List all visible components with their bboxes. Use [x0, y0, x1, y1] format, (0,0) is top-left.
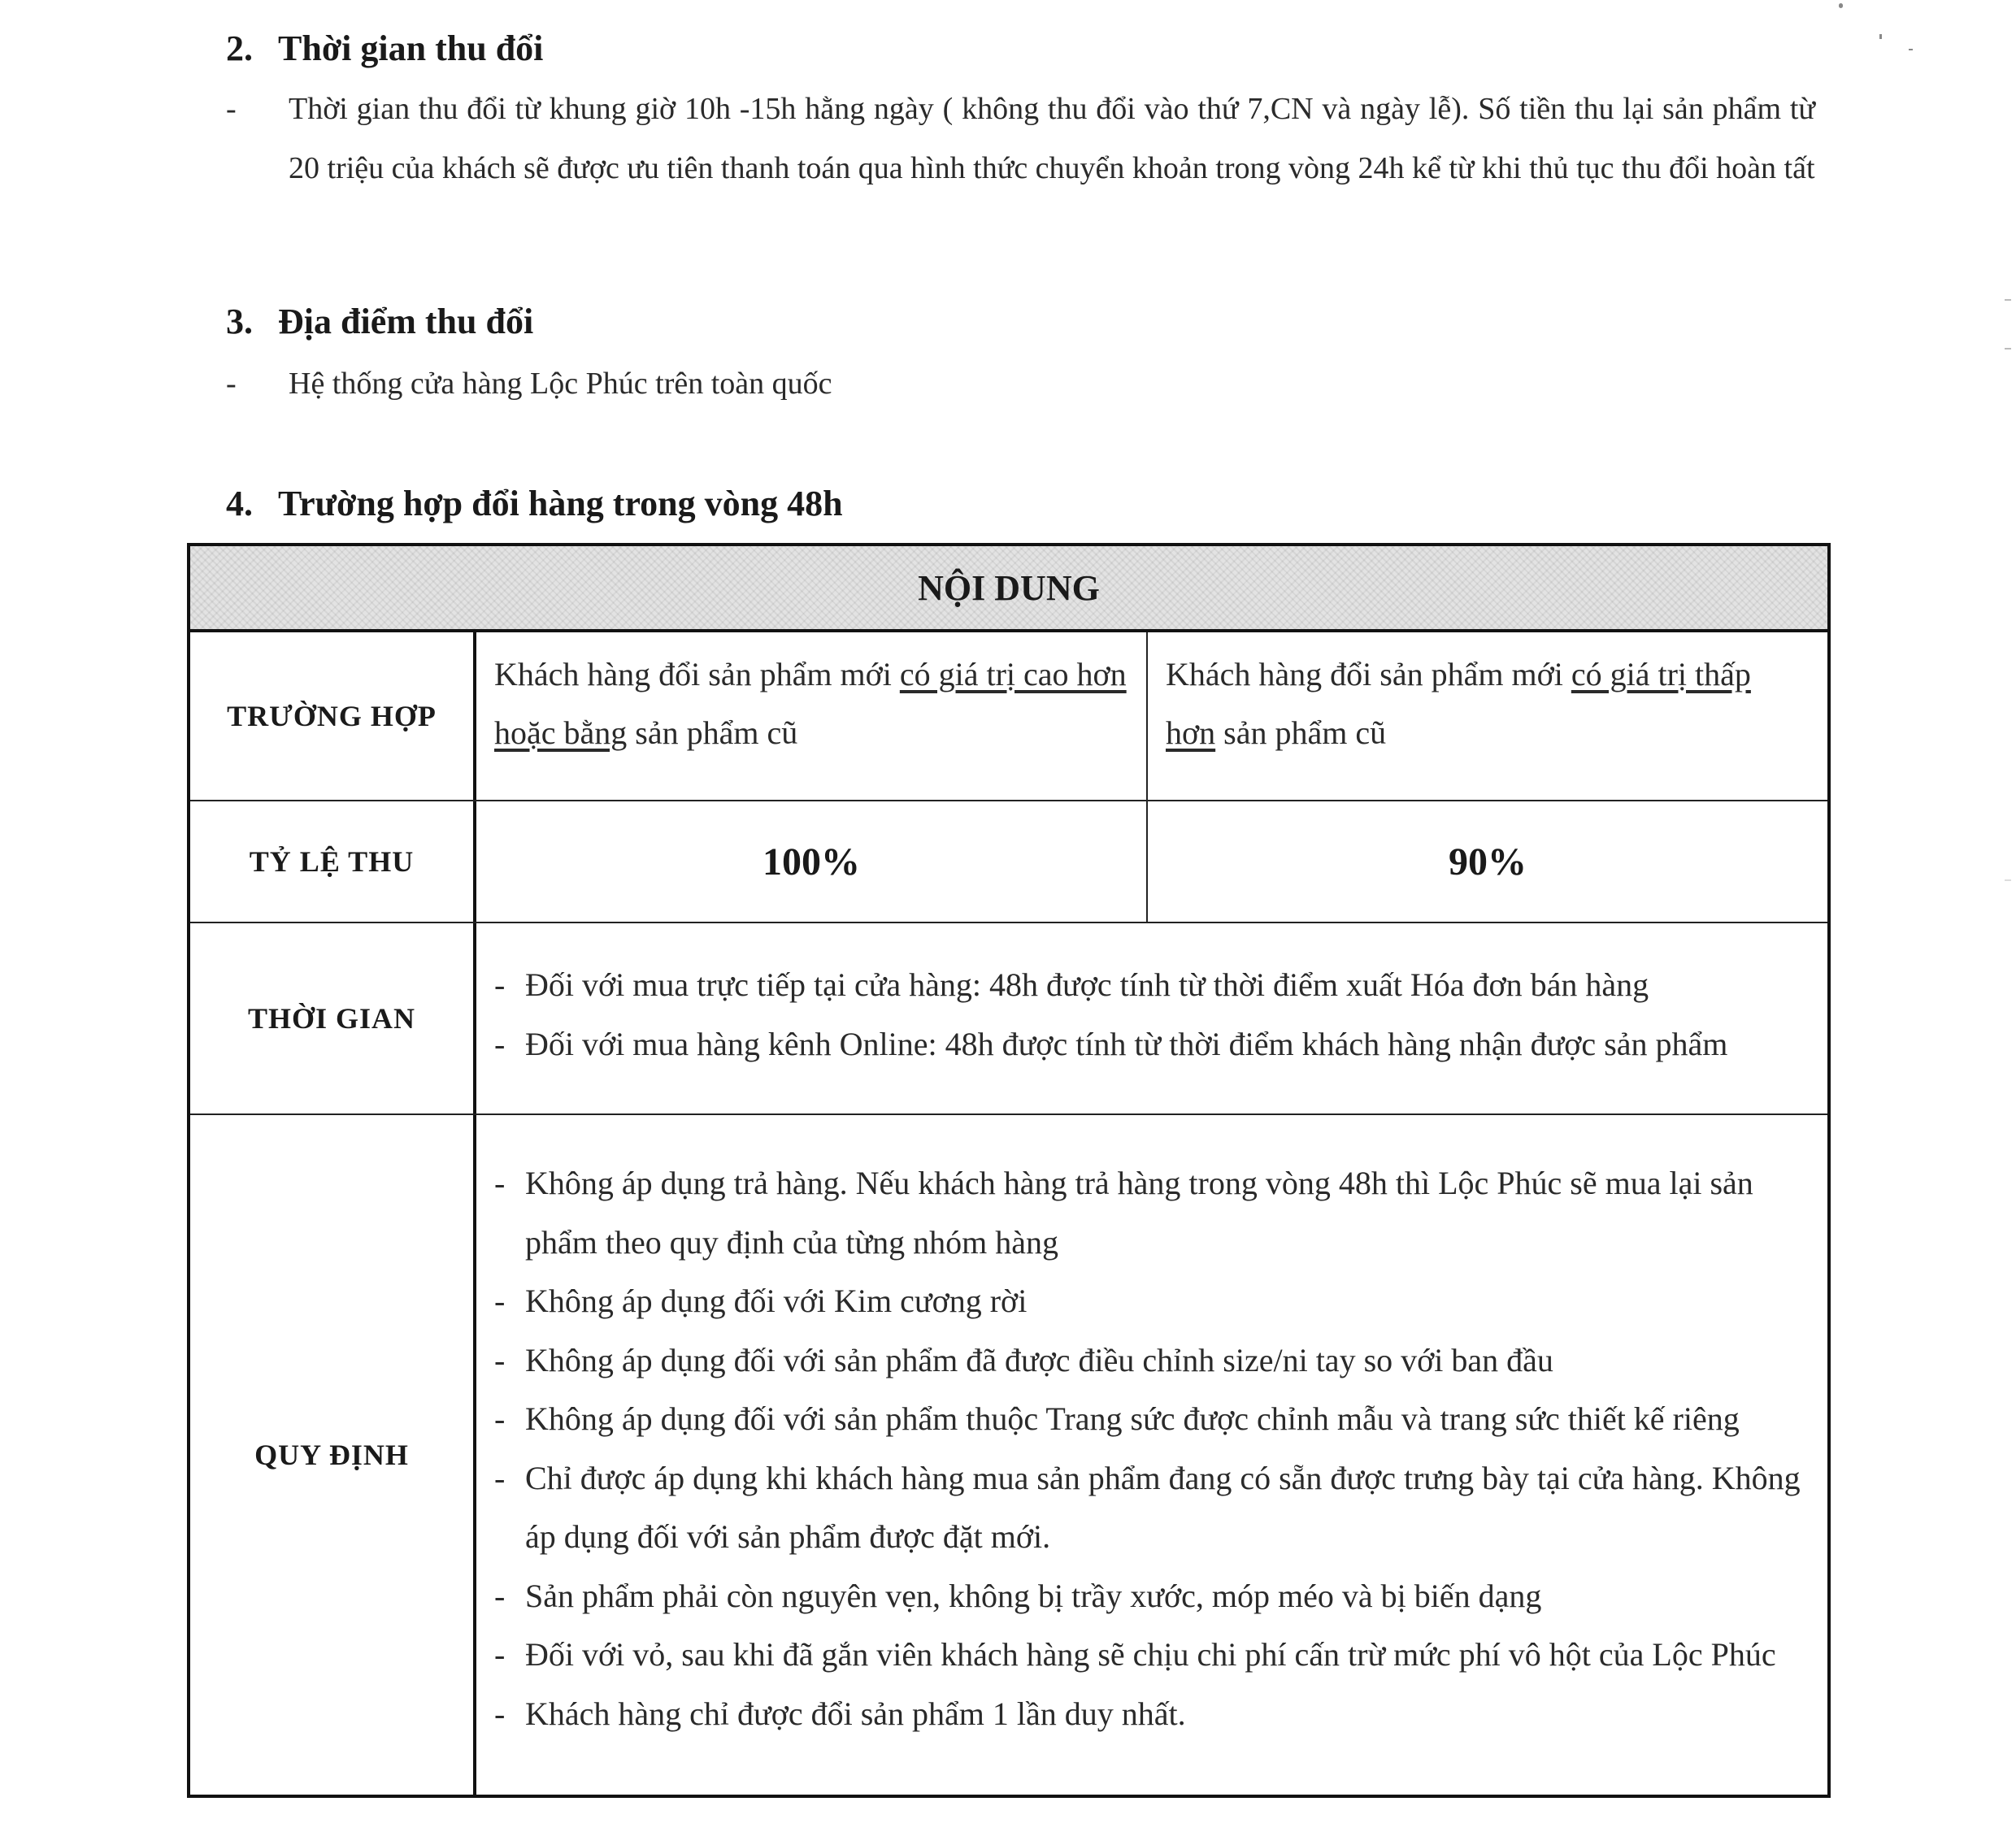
- list-item: - Đối với mua trực tiếp tại cửa hàng: 48h được tính từ thời điểm xuất Hóa đơn bán hàng: [494, 966, 1649, 1003]
- section-2-title: Thời gian thu đổi: [278, 28, 544, 68]
- list-item: - Đối với vỏ, sau khi đã gắn viên khách hàng sẽ chịu chi phí cấn trừ mức phí vô hột của Lộc Phúc: [494, 1636, 1776, 1673]
- section-2-paragraph: [226, 80, 1815, 198]
- dash-bullet: -: [226, 92, 237, 126]
- case-lower-text: [1166, 645, 1779, 762]
- list-item: - Khách hàng chỉ được đổi sản phẩm 1 lần duy nhất.: [494, 1695, 1186, 1732]
- dash-bullet: -: [226, 367, 237, 401]
- row-label-rate: TỶ LỆ THU: [190, 801, 476, 922]
- case-higher-pre: Khách hàng đổi sản phẩm mới: [494, 656, 900, 692]
- scan-speck: [1879, 34, 1882, 39]
- section-4-number: 4.: [226, 484, 253, 523]
- row-label-time: THỜI GIAN: [190, 923, 476, 1114]
- scan-speck: [2005, 879, 2011, 881]
- rate-lower-cell: [1148, 801, 1827, 922]
- rate-higher-cell: [476, 801, 1148, 922]
- case-higher-underlined: có giá trị cao hơn hoặc bằng: [494, 656, 1127, 751]
- row-label-case: TRƯỜNG HỢP: [190, 632, 476, 800]
- section-3-paragraph: [226, 354, 1815, 414]
- list-item: - Không áp dụng đối với sản phẩm thuộc Trang sức được chỉnh mẫu và trang sức thiết kế riêng: [494, 1400, 1740, 1437]
- section-3-number: 3.: [226, 302, 253, 341]
- section-4-heading: [226, 481, 843, 527]
- rules-list: [494, 1154, 1810, 1743]
- time-list: [494, 956, 1810, 1074]
- table-row-time: [190, 923, 1827, 1115]
- table-header: NỘI DUNG: [190, 546, 1827, 632]
- case-lower-underlined: có giá trị thấp hơn: [1166, 656, 1751, 751]
- table-row-rules: [190, 1115, 1827, 1795]
- row-label-rules: QUY ĐỊNH: [190, 1115, 476, 1795]
- list-item: - Đối với mua hàng kênh Online: 48h được tính từ thời điểm khách hàng nhận được sản phẩm: [494, 1025, 1728, 1062]
- case-higher-cell: [476, 632, 1148, 800]
- list-item: - Chỉ được áp dụng khi khách hàng mua sản phẩm đang có sẵn được trưng bày tại cửa hàng. Không áp dụng đối với sản phẩm được đặt mới.: [494, 1459, 1801, 1555]
- section-2-number: 2.: [226, 28, 253, 68]
- scan-speck: [2005, 299, 2011, 301]
- table-row-case: [190, 632, 1827, 801]
- case-lower-post: sản phẩm cũ: [1215, 714, 1387, 751]
- case-lower-pre: Khách hàng đổi sản phẩm mới: [1166, 656, 1571, 692]
- rate-higher-value: 100%: [763, 840, 860, 883]
- list-item: - Không áp dụng trả hàng. Nếu khách hàng trả hàng trong vòng 48h thì Lộc Phúc sẽ mua lại sản phẩm theo quy định của từng nhóm hàng: [494, 1165, 1753, 1261]
- rate-lower-value: 90%: [1449, 840, 1527, 883]
- scan-speck: [2005, 348, 2011, 349]
- scan-speck: [1839, 3, 1843, 8]
- exchange-policy-table: [187, 543, 1831, 1798]
- section-4-title: Trường hợp đổi hàng trong vòng 48h: [278, 484, 843, 523]
- case-higher-text: [494, 645, 1128, 762]
- scan-speck: [1909, 49, 1913, 50]
- time-content-cell: [476, 923, 1827, 1114]
- list-item: - Không áp dụng đối với sản phẩm đã được điều chỉnh size/ni tay so với ban đầu: [494, 1341, 1553, 1378]
- list-item: - Sản phẩm phải còn nguyên vẹn, không bị trầy xước, móp méo và bị biến dạng: [494, 1577, 1542, 1614]
- section-2-heading: [226, 26, 543, 72]
- section-2-text: Thời gian thu đổi từ khung giờ 10h -15h hằng ngày ( không thu đổi vào thứ 7,CN và ngày lễ). Số tiền thu lại sản phẩm từ 20 triệu của khách sẽ được ưu tiên thanh toán qua hình thức chuyển khoản trong vòng 24h kể từ khi thủ tục thu đổi hoàn tất: [289, 92, 1815, 185]
- section-3-heading: [226, 299, 533, 345]
- table-row-rate: [190, 801, 1827, 923]
- case-higher-post: sản phẩm cũ: [627, 714, 798, 751]
- case-lower-cell: [1148, 632, 1827, 800]
- section-3-title: Địa điểm thu đổi: [278, 302, 534, 341]
- section-3-text: Hệ thống cửa hàng Lộc Phúc trên toàn quốc: [289, 367, 832, 401]
- list-item: - Không áp dụng đối với Kim cương rời: [494, 1283, 1028, 1319]
- rules-content-cell: [476, 1115, 1827, 1795]
